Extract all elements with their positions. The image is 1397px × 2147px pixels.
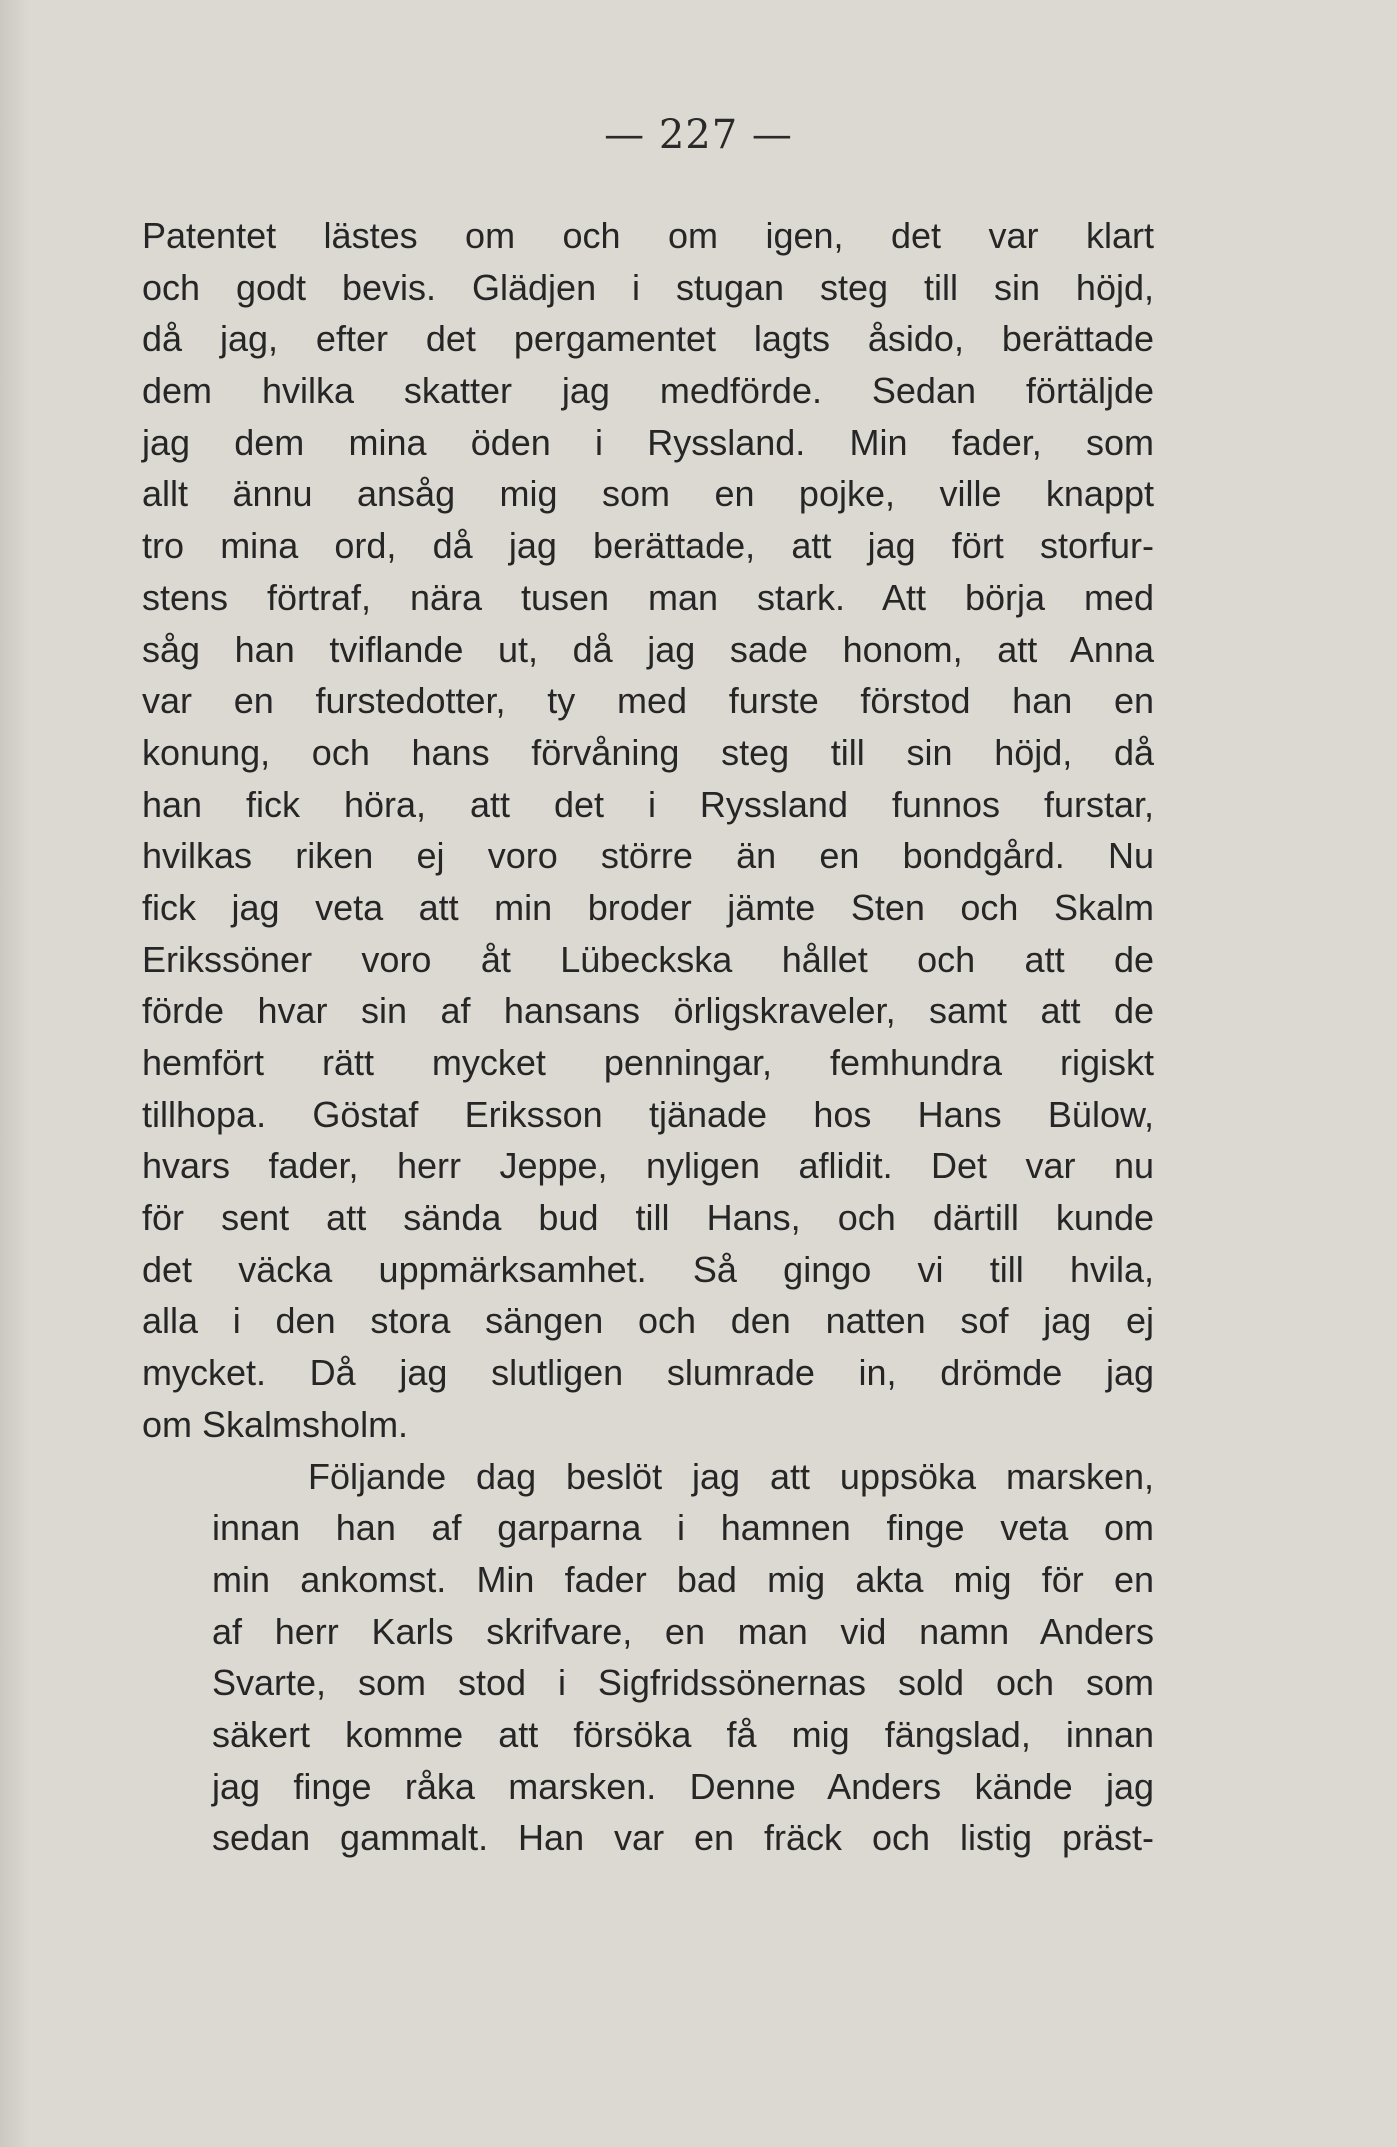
text-line: om Skalmsholm.: [142, 1403, 409, 1445]
text-line: hvilkas riken ej voro större än en bondgård. Nu: [142, 835, 1154, 877]
text-line: fick jag veta att min broder jämte Sten och Skalm: [142, 886, 1154, 928]
text-line: allt ännu ansåg mig som en pojke, ville knappt: [142, 473, 1154, 515]
text-line: och godt bevis. Glädjen i stugan steg till sin höjd,: [142, 266, 1154, 308]
text-line: tillhopa. Göstaf Eriksson tjänade hos Hans Bülow,: [142, 1093, 1154, 1135]
text-line: var en furstedotter, ty med furste förstod han en: [142, 680, 1154, 722]
text-line: jag dem mina öden i Ryssland. Min fader, som: [142, 421, 1154, 463]
scan-edge-shadow: [0, 0, 30, 2147]
text-line: mycket. Då jag slutligen slumrade in, drömde jag: [142, 1352, 1154, 1394]
text-line: jag finge råka marsken. Denne Anders kände jag: [212, 1765, 1154, 1807]
text-line: hemfört rätt mycket penningar, femhundra rigiskt: [142, 1042, 1154, 1083]
text-line: alla i den stora sängen och den natten sof jag ej: [142, 1300, 1154, 1342]
text-line: då jag, efter det pergamentet lagts åsido, berättade: [142, 318, 1154, 360]
text-line: han fick höra, att det i Ryssland funnos furstar,: [142, 783, 1154, 825]
text-line: hvars fader, herr Jeppe, nyligen aflidit. Det var nu: [142, 1145, 1154, 1187]
text-line: tro mina ord, då jag berättade, att jag fört storfur-: [142, 525, 1154, 567]
text-line: Patentet lästes om och om igen, det var klart: [142, 215, 1154, 256]
text-line: det väcka uppmärksamhet. Så gingo vi till hvila,: [142, 1248, 1154, 1290]
text-line: dem hvilka skatter jag medförde. Sedan förtäljde: [142, 370, 1154, 412]
text-line: Erikssöner voro åt Lübeckska hållet och att de: [142, 938, 1154, 980]
text-line: för sent att sända bud till Hans, och därtill kunde: [142, 1197, 1154, 1239]
text-line: min ankomst. Min fader bad mig akta mig för en: [212, 1558, 1154, 1600]
text-line: af herr Karls skrifvare, en man vid namn Anders: [212, 1610, 1154, 1652]
text-line: Följande dag beslöt jag att uppsöka marsken,: [308, 1455, 1154, 1497]
text-line: konung, och hans förvåning steg till sin höjd, då: [142, 731, 1154, 773]
text-line: stens förtraf, nära tusen man stark. Att börja med: [142, 576, 1154, 618]
text-line: såg han tviflande ut, då jag sade honom, att Anna: [142, 628, 1154, 670]
text-line: Svarte, som stod i Sigfridssönernas sold och som: [212, 1662, 1154, 1704]
paragraph-2: [142, 1451, 1154, 1865]
text-line: förde hvar sin af hansans örligskraveler, samt att de: [142, 990, 1154, 1032]
text-line: sedan gammalt. Han var en fräck och listig präst-: [212, 1817, 1154, 1859]
paragraph-1: [142, 210, 1154, 1451]
text-line: innan han af garparna i hamnen finge veta om: [212, 1507, 1154, 1549]
page-number: — 227 —: [604, 112, 793, 158]
body-text: [142, 210, 1154, 1864]
text-line: säkert komme att försöka få mig fängslad, innan: [212, 1713, 1154, 1755]
